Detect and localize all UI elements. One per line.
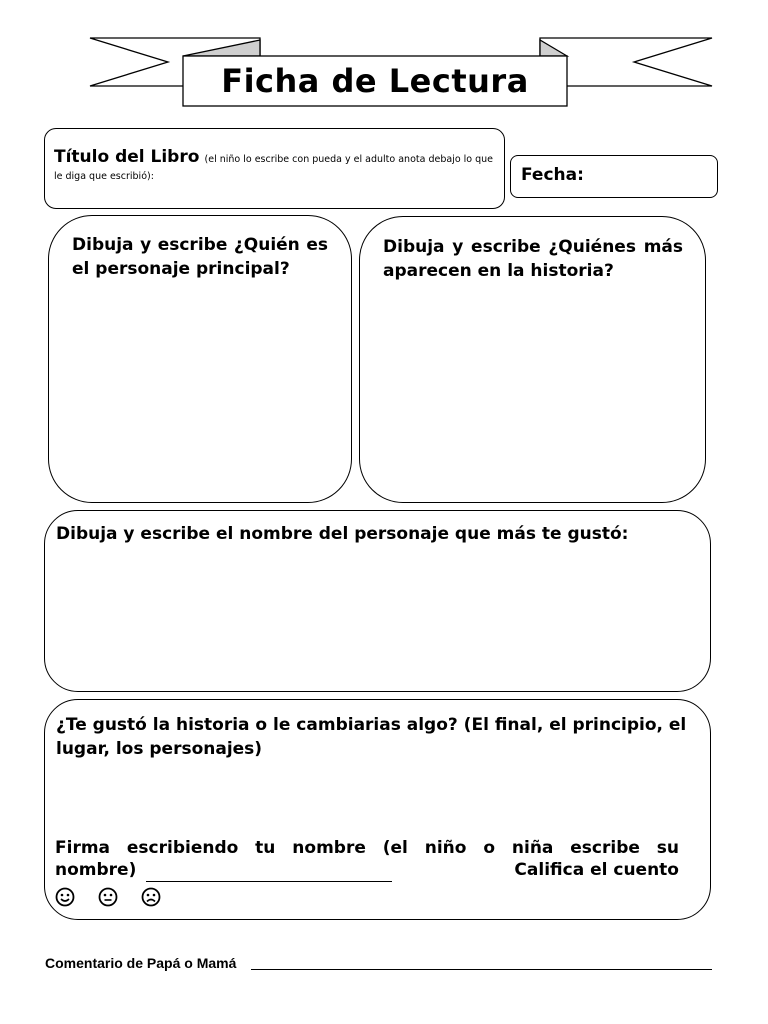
signature-label-text: nombre) [55, 860, 137, 880]
favorite-character-prompt: Dibuja y escribe el nombre del personaje que más te gustó: [56, 524, 629, 544]
opinion-prompt: ¿Te gustó la historia o le cambiarias algo? (El final, el principio, el lugar, los personajes) [56, 715, 687, 759]
rating-faces [55, 887, 161, 907]
parent-comment-line [251, 969, 712, 970]
signature-row [55, 858, 679, 882]
date-label: Fecha: [521, 165, 584, 185]
parent-comment-label: Comentario de Papá o Mamá [45, 955, 237, 971]
book-title-heading: Título del Libro [54, 147, 200, 167]
rate-story-label: Califica el cuento [514, 860, 679, 880]
book-title-label [54, 147, 494, 184]
main-character-prompt: Dibuja y escribe ¿Quién es el personaje principal? [72, 235, 328, 279]
book-title-note: (el niño lo escribe con pueda y el adulto anota debajo lo que le diga que escribió): [54, 154, 494, 182]
other-characters-prompt: Dibuja y escribe ¿Quiénes más aparecen en la historia? [383, 237, 683, 281]
sad-face-icon[interactable] [141, 887, 161, 907]
page-title: Ficha de Lectura [221, 62, 529, 100]
signature-instruction: Firma escribiendo tu nombre (el niño o niña escribe su [55, 838, 679, 858]
signature-label [55, 858, 392, 882]
neutral-face-icon[interactable] [98, 887, 118, 907]
signature-blank-line [146, 863, 392, 882]
happy-face-icon[interactable] [55, 887, 75, 907]
